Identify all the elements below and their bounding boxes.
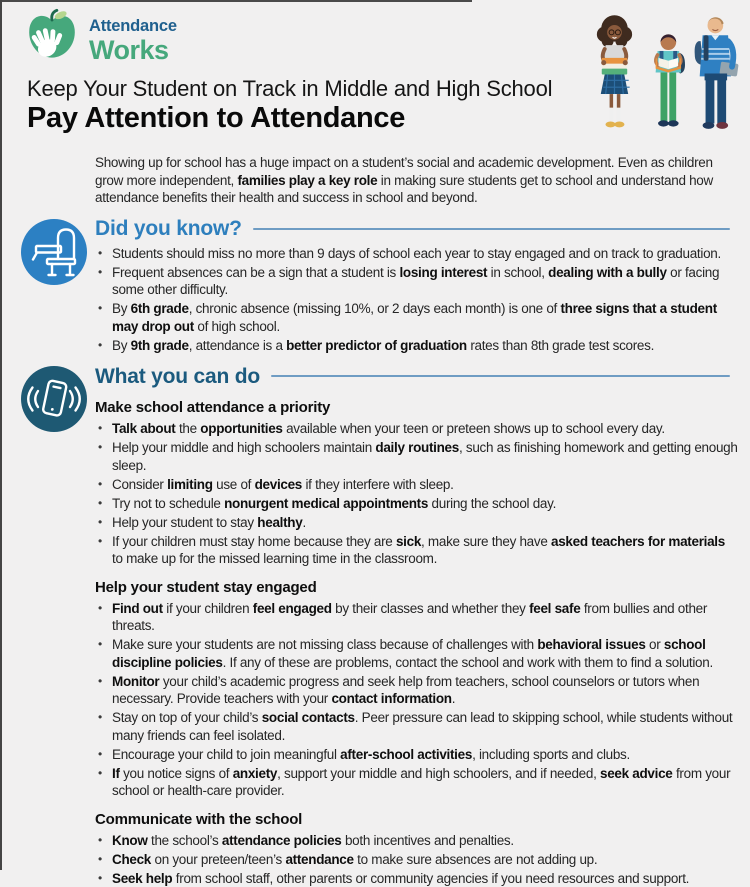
bullet-item: • Seek help from school staff, other parents or community agencies if you need resources and support. — [95, 870, 738, 887]
page-title: Pay Attention to Attendance — [27, 102, 405, 135]
communicate-list — [95, 832, 738, 887]
section-did-you-know — [95, 217, 738, 355]
bullet-item: • Monitor your child’s academic progress and seek help from teachers, school counselors or tutors when necessary. Provide teachers with your contact information. — [95, 673, 738, 708]
bullet-item: • Frequent absences can be a sign that a student is losing interest in school, dealing with a bully or facing some other difficulty. — [95, 264, 738, 299]
logo-text — [89, 18, 177, 64]
attendance-works-logo — [24, 8, 177, 64]
bullet-item: • If you notice signs of anxiety, support your middle and high schoolers, and if needed, seek advice from your school or health-care provider. — [95, 765, 738, 800]
desk-icon — [19, 217, 89, 287]
bullet-item: • Help your student to stay healthy. — [95, 514, 738, 532]
phone-icon — [19, 364, 89, 434]
logo-text-attendance: Attendance — [89, 18, 177, 35]
bullet-item: • Talk about the opportunities available when your teen or preteen shows up to school every day. — [95, 420, 738, 438]
group-make-attendance-priority — [95, 399, 738, 568]
bullet-item: • Students should miss no more than 9 days of school each year to stay engaged and on track to graduation. — [95, 245, 738, 263]
apple-hand-icon — [24, 8, 80, 61]
engaged-list — [95, 600, 738, 800]
bullet-item: • Encourage your child to join meaningful after-school activities, including sports and clubs. — [95, 746, 738, 764]
bullet-item: • By 9th grade, attendance is a better predictor of graduation rates than 8th grade test scores. — [95, 337, 738, 355]
section-heading-row — [95, 364, 738, 388]
section-heading-row — [95, 217, 738, 241]
bullet-item: • Make sure your students are not missing class because of challenges with behavioral issues or school discipline policies. If any of these are problems, contact the school and work with them to find a solution. — [95, 636, 738, 671]
group-subheading: Communicate with the school — [95, 811, 738, 828]
boy-laptop-figure — [695, 17, 739, 129]
heading-rule — [253, 228, 730, 230]
intro-paragraph: Showing up for school has a huge impact on a student’s social and academic development. Even as children grow more independent, families play a key role in making sure students get to school and understand how attendance benefits their health and success in school and beyond. — [95, 154, 738, 207]
did-you-know-list — [95, 245, 738, 355]
group-stay-engaged — [95, 579, 738, 800]
heading-rule — [271, 375, 730, 377]
bullet-item: • Help your middle and high schoolers maintain daily routines, such as finishing homework and getting enough sleep. — [95, 439, 738, 474]
girl-figure — [597, 15, 632, 127]
bullet-item: • Find out if your children feel engaged by their classes and whether they feel safe from bullies and other threats. — [95, 600, 738, 635]
priority-list — [95, 420, 738, 568]
section-what-you-can-do — [95, 364, 738, 887]
group-subheading: Make school attendance a priority — [95, 399, 738, 416]
bullet-item: • If your children must stay home because they are sick, make sure they have asked teachers for materials to make up for the missed learning time in the classroom. — [95, 533, 738, 568]
section-heading: Did you know? — [95, 218, 242, 239]
logo-text-works: Works — [89, 37, 177, 64]
bullet-item: • Try not to schedule nonurgent medical appointments during the school day. — [95, 495, 738, 513]
page-subtitle: Keep Your Student on Track in Middle and High School — [27, 76, 552, 102]
group-communicate-school — [95, 811, 738, 887]
bullet-item: • By 6th grade, chronic absence (missing 10%, or 2 days each month) is one of three signs that a student may drop out of high school. — [95, 300, 738, 335]
header — [2, 0, 750, 146]
bullet-item: • Consider limiting use of devices if they interfere with sleep. — [95, 476, 738, 494]
bullet-item: • Check on your preteen/teen’s attendance to make sure absences are not adding up. — [95, 851, 738, 869]
group-subheading: Help your student stay engaged — [95, 579, 738, 596]
bullet-item: • Stay on top of your child’s social contacts. Peer pressure can lead to skipping school, while students without many friends can feel isolated. — [95, 709, 738, 744]
bullet-item: • Know the school’s attendance policies both incentives and penalties. — [95, 832, 738, 850]
section-heading: What you can do — [95, 366, 260, 387]
content — [95, 154, 738, 887]
boy-reading-figure — [656, 34, 685, 126]
students-illustration — [575, 2, 747, 144]
